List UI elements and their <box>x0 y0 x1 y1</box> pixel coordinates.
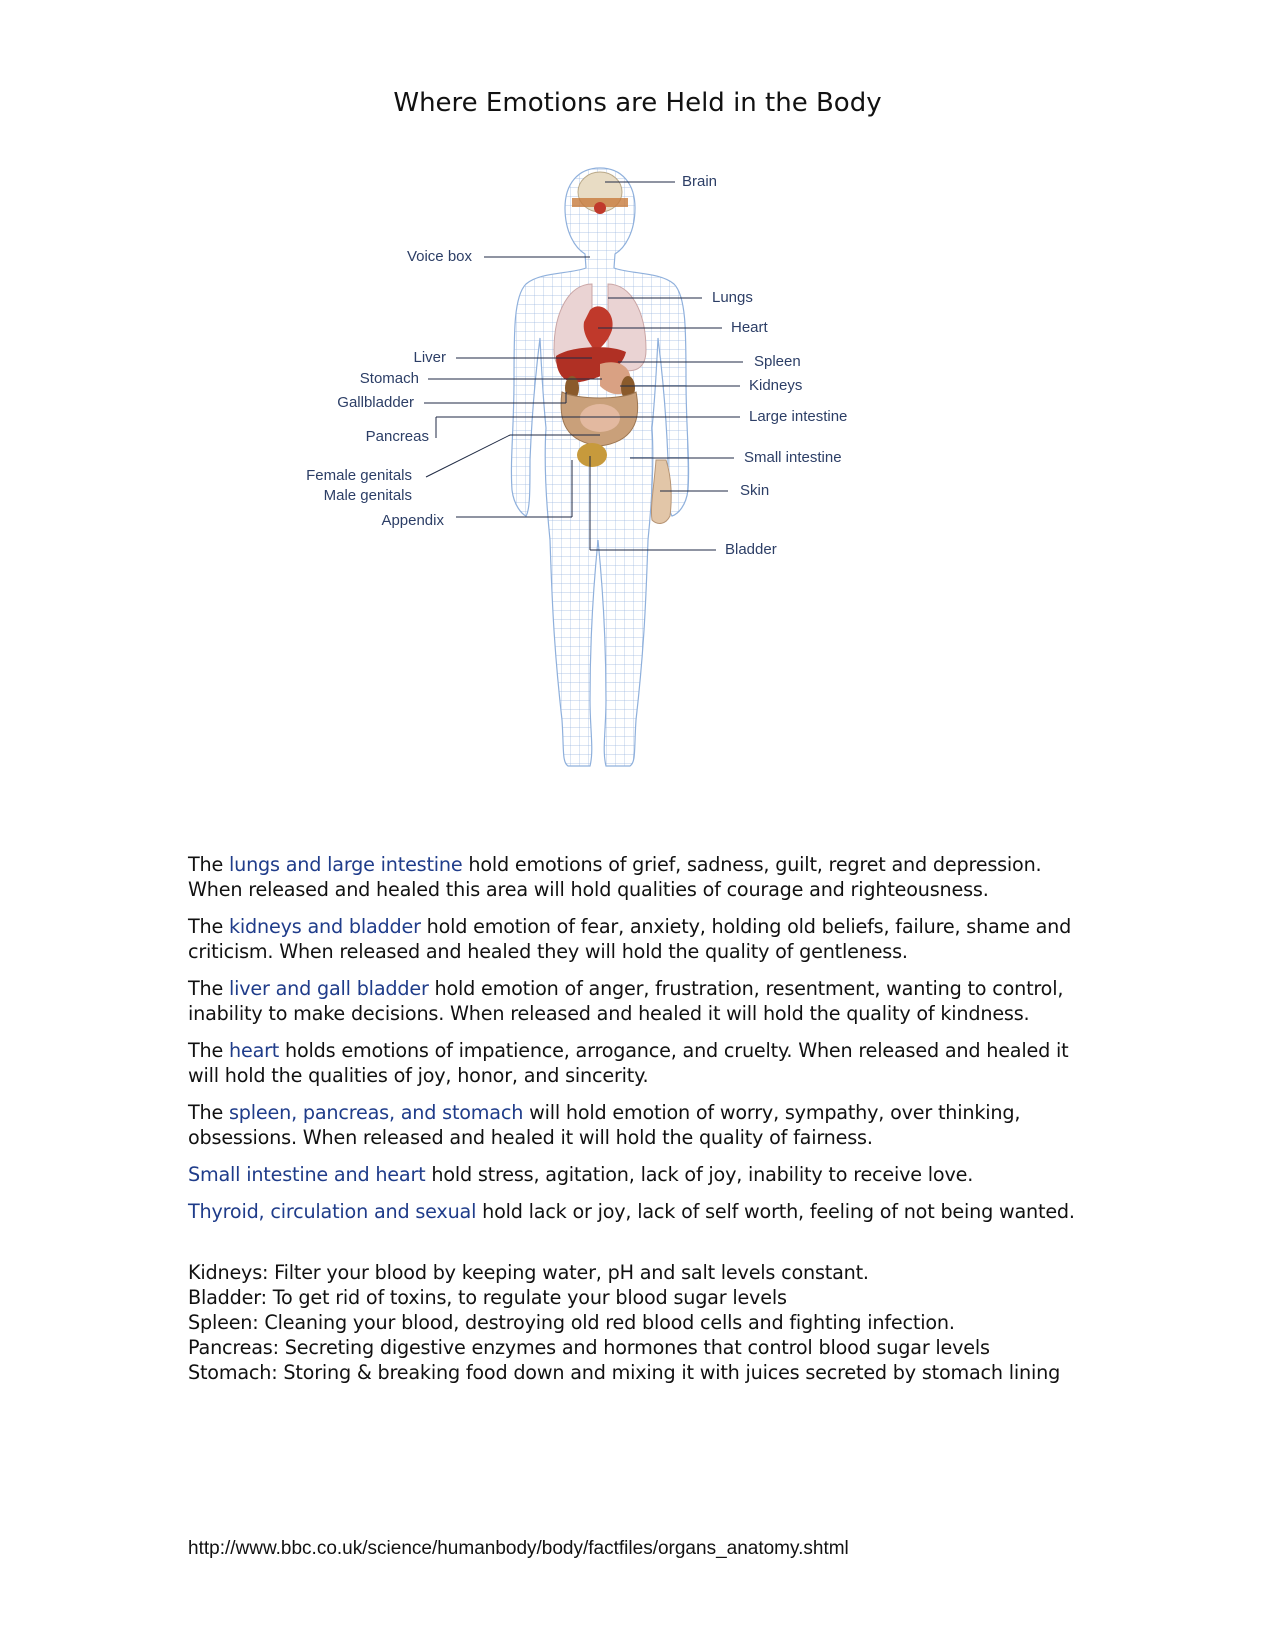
paragraph: The heart holds emotions of impatience, arrogance, and cruelty. When released and healed it will hold the qualities of joy, honor, and sincerity. <box>188 1039 1069 1087</box>
label-stomach: Stomach <box>359 370 419 387</box>
page-title: Where Emotions are Held in the Body <box>393 88 882 118</box>
organ-highlight: spleen, pancreas, and stomach <box>229 1101 524 1124</box>
label-large-intestine: Large intestine <box>749 408 848 425</box>
label-skin: Skin <box>740 482 770 499</box>
organ-highlight: Thyroid, circulation and sexual <box>188 1200 477 1223</box>
emotions-text <box>188 852 1088 1385</box>
body-organ-diagram <box>300 160 940 785</box>
organ-highlight: kidneys and bladder <box>229 915 421 938</box>
paragraph: The lungs and large intestine hold emotions of grief, sadness, guilt, regret and depression. When released and healed this area will hold qualities of courage and righteousness. <box>188 853 1042 901</box>
label-female-genitals: Female genitals <box>306 467 412 484</box>
fact-line: Bladder: To get rid of toxins, to regulate your blood sugar levels <box>188 1286 787 1309</box>
hand-skin <box>651 460 671 523</box>
organ-highlight: Small intestine and heart <box>188 1163 426 1186</box>
source-url: http://www.bbc.co.uk/science/humanbody/body/factfiles/organs_anatomy.shtml <box>188 1538 849 1559</box>
label-brain: Brain <box>682 173 718 190</box>
organ-facts <box>188 1260 1088 1385</box>
organ-highlight: liver and gall bladder <box>229 977 429 1000</box>
label-kidneys: Kidneys <box>749 377 803 394</box>
fact-line: Stomach: Storing & breaking food down and mixing it with juices secreted by stomach lining <box>188 1361 1061 1384</box>
label-spleen: Spleen <box>754 353 801 370</box>
paragraph: Small intestine and heart hold stress, agitation, lack of joy, inability to receive love. <box>188 1163 974 1186</box>
organ-highlight: lungs and large intestine <box>229 853 463 876</box>
label-male-genitals: Male genitals <box>323 487 412 504</box>
label-gallbladder: Gallbladder <box>337 394 414 411</box>
label-voice-box: Voice box <box>406 248 472 265</box>
organ-highlight: heart <box>229 1039 280 1062</box>
paragraph: The kidneys and bladder hold emotion of fear, anxiety, holding old beliefs, failure, shame and criticism. When released and healed they will hold the quality of gentleness. <box>188 915 1072 963</box>
label-bladder: Bladder <box>725 541 777 558</box>
paragraph: Thyroid, circulation and sexual hold lack or joy, lack of self worth, feeling of not being wanted. <box>188 1200 1075 1223</box>
paragraph: The liver and gall bladder hold emotion of anger, frustration, resentment, wanting to control, inability to make decisions. When released and healed it will hold the quality of kindness. <box>188 977 1064 1025</box>
label-small-intestine: Small intestine <box>744 449 842 466</box>
label-liver: Liver <box>413 349 446 366</box>
label-heart: Heart <box>731 319 768 336</box>
label-lungs: Lungs <box>712 289 753 306</box>
fact-line: Kidneys: Filter your blood by keeping water, pH and salt levels constant. <box>188 1261 869 1284</box>
paragraph: The spleen, pancreas, and stomach will hold emotion of worry, sympathy, over thinking, obsessions. When released and healed it will hold the quality of fairness. <box>188 1101 1021 1149</box>
fact-line: Pancreas: Secreting digestive enzymes and hormones that control blood sugar levels <box>188 1336 990 1359</box>
label-pancreas: Pancreas <box>365 428 429 445</box>
label-appendix: Appendix <box>381 512 444 529</box>
bladder-organ <box>577 443 607 467</box>
fact-line: Spleen: Cleaning your blood, destroying old red blood cells and fighting infection. <box>188 1311 955 1334</box>
